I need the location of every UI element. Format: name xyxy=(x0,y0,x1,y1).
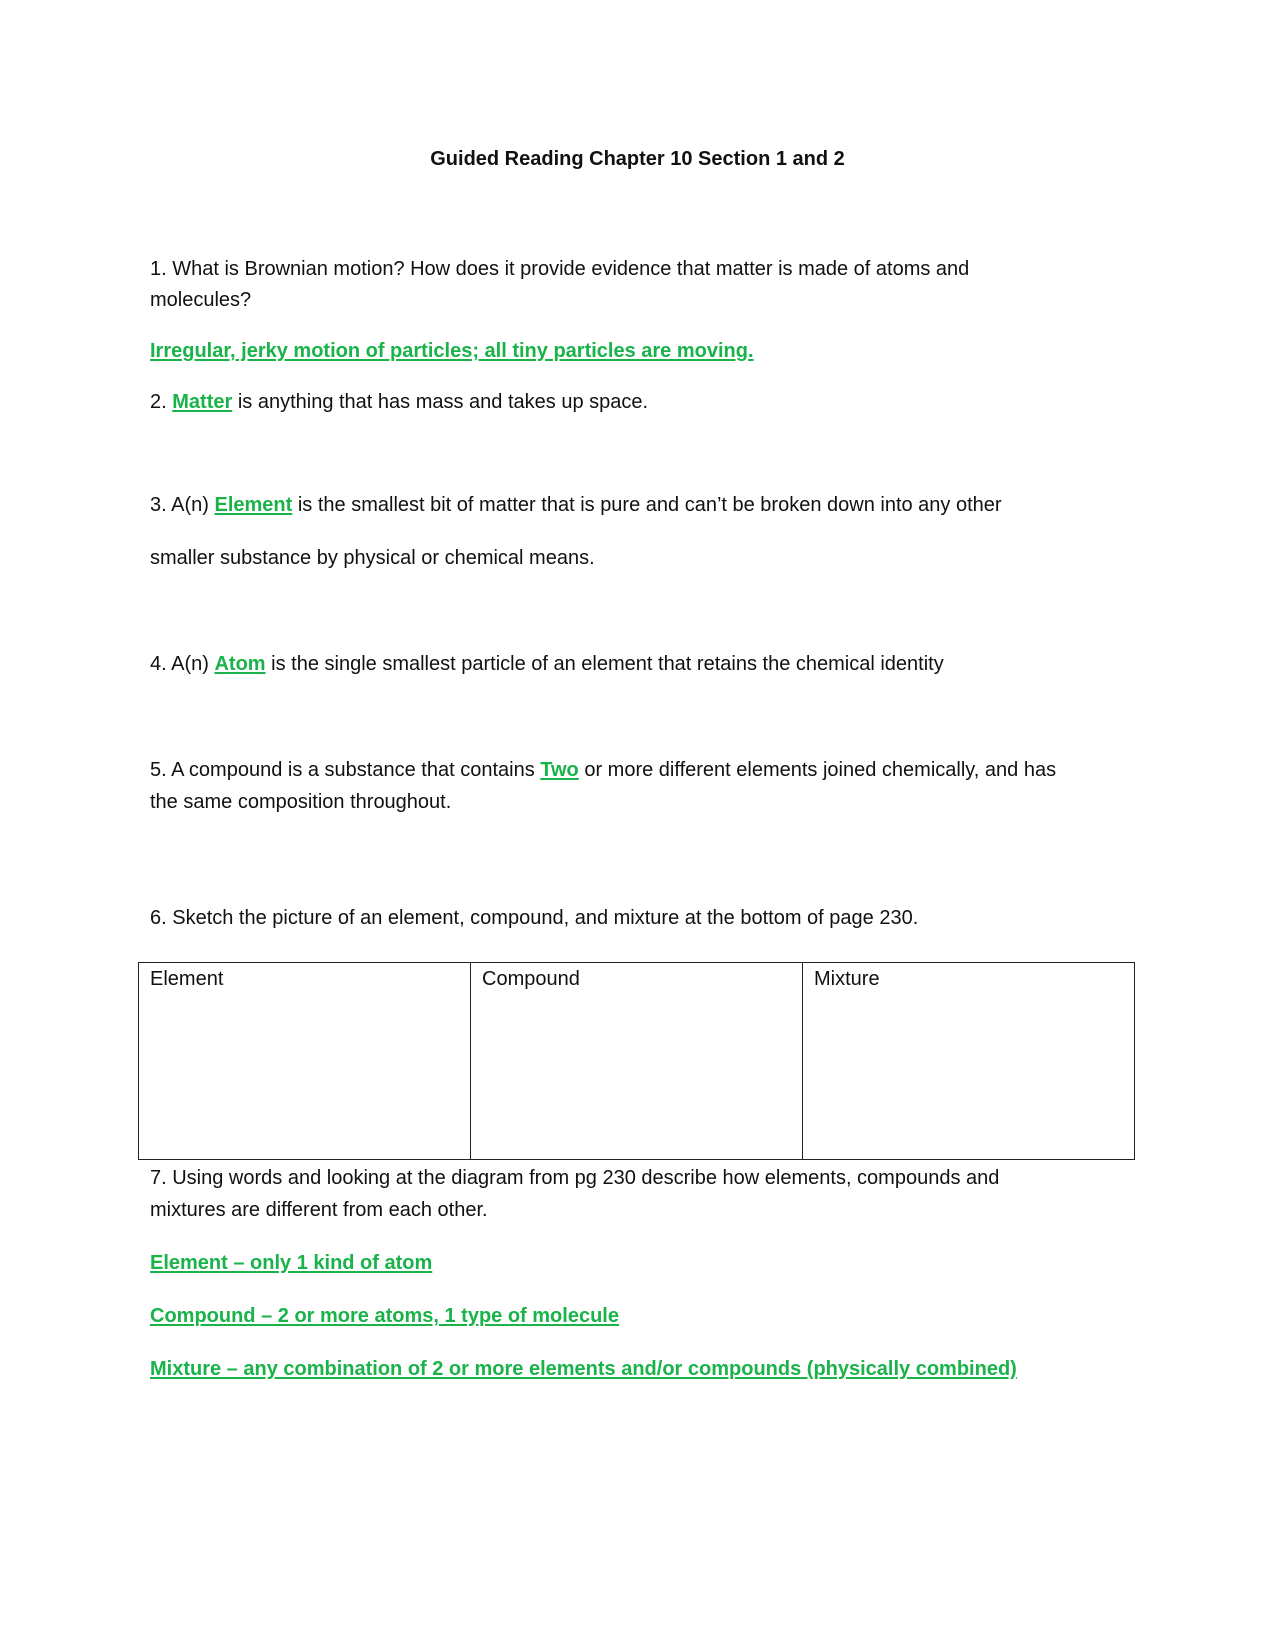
mixture-sketch-cell: Mixture xyxy=(803,963,1135,1160)
question-1-line-1: 1. What is Brownian motion? How does it provide evidence that matter is made of atoms and xyxy=(150,258,970,280)
sketch-table xyxy=(138,962,1135,1160)
question-5-prefix: 5. A compound is a substance that contains xyxy=(150,759,541,781)
question-4 xyxy=(150,648,944,680)
question-3-prefix: 3. A(n) xyxy=(150,494,215,516)
question-2-answer: Matter xyxy=(172,391,233,413)
question-3-line-2: smaller substance by physical or chemical means. xyxy=(150,547,595,569)
question-5-answer: Two xyxy=(540,759,579,781)
question-1-line-2: molecules? xyxy=(150,289,252,311)
answer-text: Irregular, jerky motion of particles; all tiny particles are moving. xyxy=(150,340,754,362)
question-6: 6. Sketch the picture of an element, compound, and mixture at the bottom of page 230. xyxy=(150,907,919,929)
compound-sketch-cell: Compound xyxy=(471,963,803,1160)
element-sketch-cell: Element xyxy=(139,963,471,1160)
answer-text: Compound – 2 or more atoms, 1 type of molecule xyxy=(150,1305,619,1327)
question-2-prefix: 2. xyxy=(150,391,173,413)
question-2-suffix: is anything that has mass and takes up space. xyxy=(232,391,649,413)
page-title: Guided Reading Chapter 10 Section 1 and 2 xyxy=(430,148,845,170)
question-4-answer: Atom xyxy=(214,653,266,675)
question-5-line-1 xyxy=(150,754,1056,786)
question-2 xyxy=(150,386,648,418)
question-7-answer-2 xyxy=(150,1300,619,1332)
answer-text: Mixture – any combination of 2 or more elements and/or compounds (physically combined) xyxy=(150,1358,1017,1380)
question-7-line-1: 7. Using words and looking at the diagram from pg 230 describe how elements, compounds and xyxy=(150,1167,1000,1189)
question-5-line-2: the same composition throughout. xyxy=(150,791,452,813)
question-5-suffix: or more different elements joined chemically, and has xyxy=(578,759,1057,781)
question-3-suffix: is the smallest bit of matter that is pure and can’t be broken down into any other xyxy=(292,494,1002,516)
question-1-answer xyxy=(150,335,754,367)
question-3-answer: Element xyxy=(214,494,293,516)
question-3-line-1 xyxy=(150,489,1002,521)
question-7-answer-1 xyxy=(150,1247,432,1279)
question-7-line-2: mixtures are different from each other. xyxy=(150,1199,488,1221)
question-7-answer-3 xyxy=(150,1353,1017,1385)
answer-text: Element – only 1 kind of atom xyxy=(150,1252,433,1274)
table-row xyxy=(139,963,1135,1160)
question-4-prefix: 4. A(n) xyxy=(150,653,215,675)
question-4-suffix: is the single smallest particle of an element that retains the chemical identity xyxy=(265,653,944,675)
